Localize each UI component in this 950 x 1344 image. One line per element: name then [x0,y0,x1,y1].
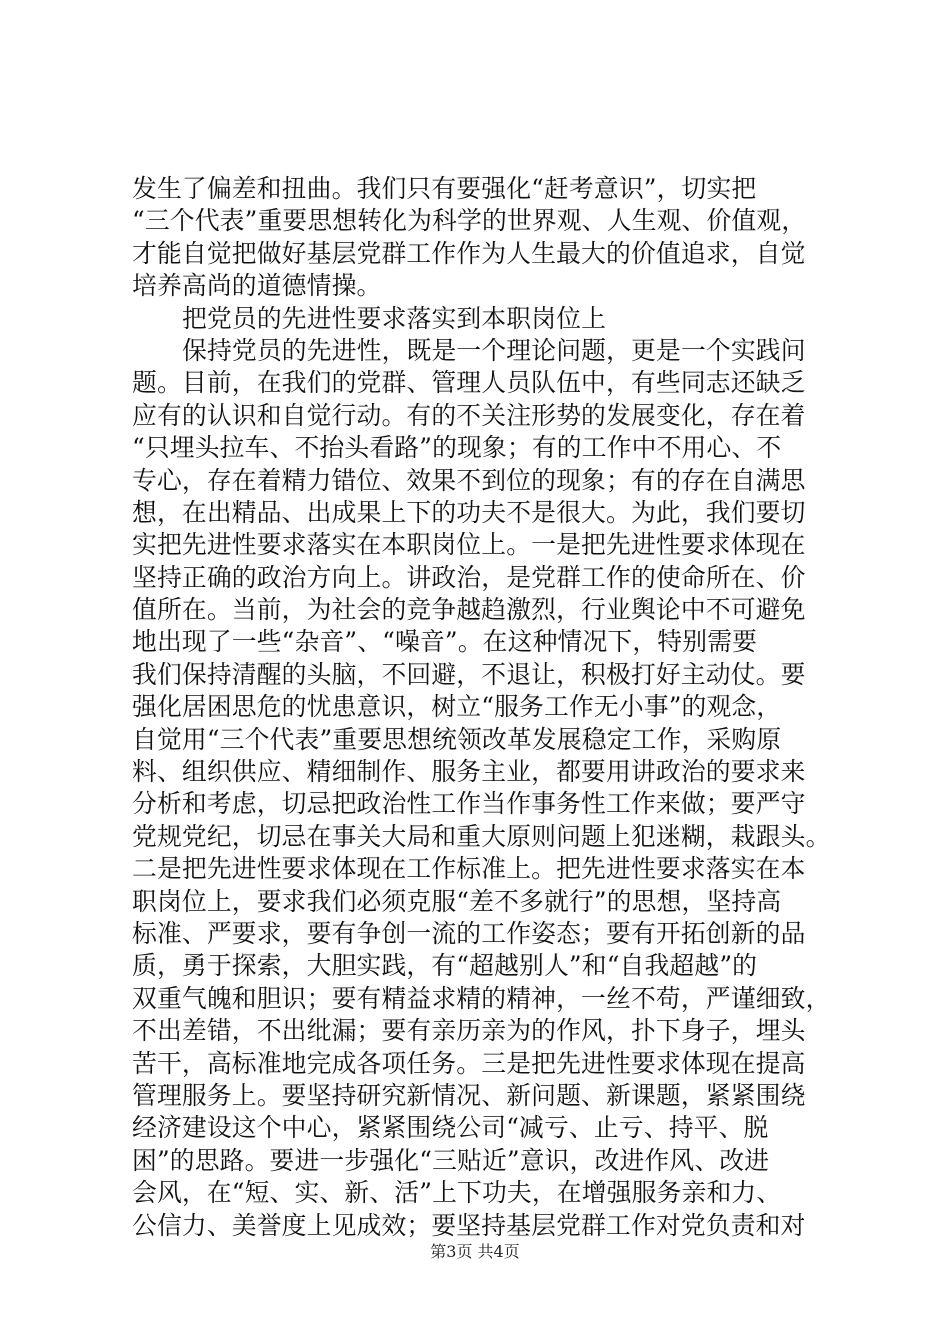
text-line: “只埋头拉车、不抬头看路”的现象；有的工作中不用心、不 [132,433,782,463]
text-line: 坚持正确的政治方向上。讲政治，是党群工作的使命所在、价 [132,562,806,592]
text-line: 料、组织供应、精细制作、服务主业，都要用讲政治的要求来 [132,757,806,787]
text-line: 才能自觉把做好基层党群工作作为人生最大的价值追求，自觉 [132,238,806,268]
text-line: 会风，在“短、实、新、活”上下功夫，在增强服务亲和力、 [132,1178,782,1208]
text-line: 困”的思路。要进一步强化“三贴近”意识，改进作风、改进 [132,1145,770,1175]
text-line: 把党员的先进性要求落实到本职岗位上 [182,303,607,333]
text-line: 职岗位上，要求我们必须克服“差不多就行”的思想，坚持高 [132,886,782,916]
text-line: 题。目前，在我们的党群、管理人员队伍中，有些同志还缺乏 [132,368,806,398]
text-line: 实把先进性要求落实在本职岗位上。一是把先进性要求体现在 [132,530,806,560]
body-text [132,173,832,1242]
text-line: 质，勇于探索，大胆实践，有“超越别人”和“自我超越”的 [132,951,758,981]
text-line: 发生了偏差和扭曲。我们只有要强化“赶考意识”，切实把 [132,174,757,203]
text-line: 强化居困思危的忧患意识，树立“服务工作无小事”的观念， [132,692,782,722]
text-line: 地出现了一些“杂音”、“噪音”。在这种情况下，特别需要 [132,627,758,657]
text-line: 经济建设这个中心，紧紧围绕公司“减亏、止亏、持平、脱 [132,1113,769,1143]
text-line: 管理服务上。要坚持研究新情况、新问题、新课题，紧紧围绕 [132,1080,806,1110]
text-line: 我们保持清醒的头脑，不回避，不退让，积极打好主动仗。要 [132,659,806,689]
text-line: 党规党纪，切忌在事关大局和重大原则问题上犯迷糊，栽跟头。 [132,821,831,851]
text-line: 双重气魄和胆识；要有精益求精的精神，一丝不苟，严谨细致， [132,983,831,1013]
text-line: 自觉用“三个代表”重要思想统领改革发展稳定工作，采购原 [132,724,782,754]
text-line: 值所在。当前，为社会的竞争越趋激烈，行业舆论中不可避免 [132,595,806,625]
page-footer: 第3页 共4页 [430,1242,520,1261]
text-line: 苦干，高标准地完成各项任务。三是把先进性要求体现在提高 [132,1048,806,1078]
text-line: 专心，存在着精力错位、效果不到位的现象；有的存在自满思 [132,465,806,495]
text-line: 培养高尚的道德情操。 [132,271,382,301]
text-line: “三个代表”重要思想转化为科学的世界观、人生观、价值观， [132,206,807,236]
text-line: 应有的认识和自觉行动。有的不关注形势的发展变化，存在着 [132,400,806,430]
text-line: 分析和考虑，切忌把政治性工作当作事务性工作来做；要严守 [132,789,806,819]
text-line: 不出差错，不出纰漏；要有亲历亲为的作风，扑下身子，埋头 [132,1016,806,1046]
text-line: 想，在出精品、出成果上下的功夫不是很大。为此，我们要切 [132,497,806,527]
text-line: 标准、严要求，要有争创一流的工作姿态；要有开拓创新的品 [132,918,806,948]
text-line: 保持党员的先进性，既是一个理论问题，更是一个实践问 [182,335,806,365]
text-line: 公信力、美誉度上见成效；要坚持基层党群工作对党负责和对 [132,1210,806,1240]
text-line: 二是把先进性要求体现在工作标准上。把先进性要求落实在本 [132,854,806,884]
